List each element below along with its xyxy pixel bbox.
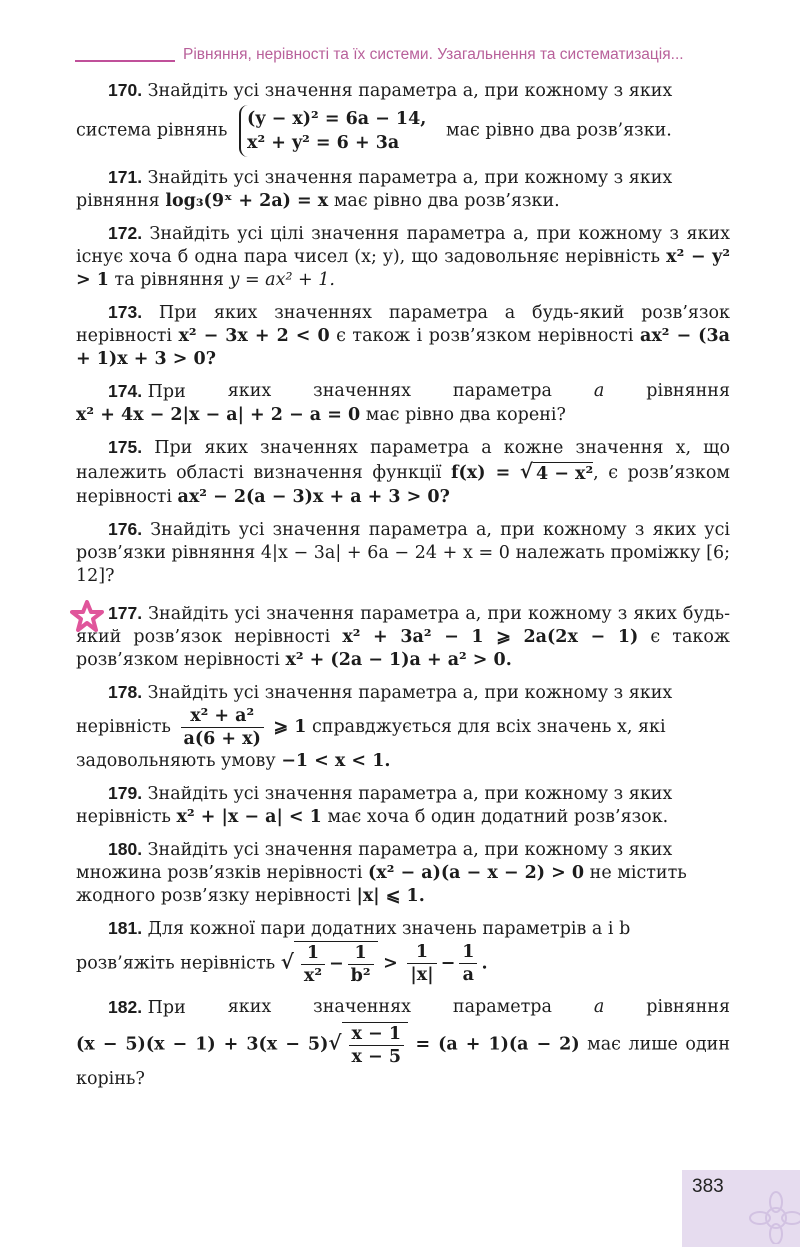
math-operator: > [383, 953, 398, 973]
problem-174 [76, 380, 730, 427]
math-expression: ⩾ 1 [273, 716, 307, 737]
problem-172 [76, 222, 730, 292]
system-equation-1: (y − x)² = 6a − 14, [247, 109, 427, 129]
fraction-denominator: |x| [410, 965, 434, 985]
problem-176 [76, 518, 730, 588]
problem-179 [76, 782, 730, 829]
problem-number: 182. [108, 996, 143, 1017]
problem-text: нерівність [76, 806, 171, 827]
problem-number: 173. [108, 302, 143, 322]
problem-lead: Для кожної пари додатних значень параметрів a і b [147, 918, 631, 939]
problem-word: рівняння [646, 996, 730, 1017]
fraction-numerator: 1 [301, 942, 325, 965]
math-expression: x² + |x − a| < 1 [176, 806, 322, 827]
flower-ornament-icon [742, 1188, 800, 1244]
radicand: 4 − x² [533, 462, 593, 486]
fraction [181, 705, 264, 750]
problem-word: параметра [452, 996, 552, 1017]
radical-sign: √ [328, 1030, 342, 1054]
math-expression: (x − 5)(x − 1) + 3(x − 5) [76, 1034, 329, 1054]
math-expression: x² − 3x + 2 < 0 [178, 326, 330, 346]
math-expression: ax² − (3a + 1)x + 3 > 0? [76, 326, 730, 369]
fraction-numerator: 1 [459, 941, 477, 964]
math-expression: log₃(9ˣ + 2a) = x [165, 191, 329, 211]
fraction-numerator: x − 1 [349, 1023, 404, 1046]
problem-number: 178. [108, 681, 143, 702]
problem-word: значеннях [313, 381, 411, 401]
problem-177 [76, 602, 730, 672]
problem-list [76, 79, 730, 1100]
problem-word: яких [227, 381, 272, 401]
problem-lead: Знайдіть усі значення параметра a, при кожному з яких [147, 839, 673, 860]
problem-text: є також розв’язком нерівності [76, 626, 730, 670]
math-expression: x² + (2a − 1)a + a² > 0. [285, 649, 512, 670]
radicand [342, 1022, 408, 1068]
radical-sign: √ [519, 459, 533, 483]
fraction [459, 941, 477, 986]
problem-number: 172. [108, 223, 143, 243]
fraction-numerator: 1 [407, 941, 436, 964]
math-expression: |x| ⩽ 1. [356, 885, 425, 906]
problem-text: Знайдіть усі значення параметра a, при кожному з яких усі розв’язки рівняння 4|x − 3a| + 6a − 24 + x = 0 належать проміжку [6; 12]? [76, 519, 730, 586]
math-expression: = (a + 1)(a − 2) [415, 1034, 580, 1054]
problem-number: 174. [108, 381, 143, 401]
problem-word: яких [227, 996, 272, 1017]
problem-word: параметра [452, 381, 552, 401]
problem-text: При яких значеннях параметра a кожне значення x, що належить області визначення функції [76, 438, 730, 483]
problem-text: не містить [589, 862, 687, 883]
problem-word: При [147, 382, 186, 402]
radicand [294, 941, 378, 987]
problem-number: 179. [108, 782, 143, 803]
fraction [348, 942, 374, 987]
math-expression: x² − y² > 1 [76, 247, 730, 290]
fraction-numerator: x² + a² [181, 705, 264, 728]
problem-text: нерівність [76, 716, 171, 737]
problem-text: є також і розв’язком нерівності [336, 326, 634, 346]
math-expression: x² + 4x − 2|x − a| + 2 − a = 0 [76, 405, 361, 425]
fraction [407, 941, 436, 986]
problem-text: розв’яжіть нерівність [76, 953, 276, 973]
math-expression: −1 < x < 1. [281, 750, 391, 771]
problem-text: рівняння [76, 191, 160, 211]
math-operator: . [481, 953, 488, 973]
problem-number: 170. [108, 80, 143, 100]
problem-text: та рівняння [114, 270, 224, 290]
problem-text: система рівнянь [76, 120, 228, 141]
problem-word: При [147, 997, 186, 1018]
fraction [301, 942, 325, 987]
math-expression: f(x) = [450, 463, 511, 483]
problem-171 [76, 166, 730, 213]
math-expression: x² + 3a² − 1 ⩾ 2a(2x − 1) [342, 626, 639, 647]
problem-175 [76, 436, 730, 509]
fraction-denominator: a(6 + x) [183, 728, 261, 749]
fraction-denominator: x − 5 [351, 1046, 401, 1067]
problem-text: При яких значеннях параметра a будь-який розв’язок нерівності [76, 303, 730, 346]
problem-number: 175. [108, 437, 143, 457]
fraction-denominator: x² [303, 965, 322, 986]
math-expression: y = ax² + 1. [229, 270, 335, 290]
system-equation-2: x² + y² = 6 + 3a [247, 133, 400, 153]
problem-181 [76, 917, 730, 987]
math-operator: − [329, 953, 344, 974]
star-icon [70, 600, 104, 634]
problem-text: Знайдіть усі цілі значення параметра a, при кожному з яких існує хоча б одна пара чисел (x; y), що задовольняє нерівність [76, 224, 730, 267]
problem-text: має рівно два розв’язки. [333, 191, 560, 211]
problem-lead: Знайдіть усі значення параметра a, при кожному з яких [147, 81, 673, 101]
problem-number: 177. [108, 602, 143, 623]
header-rule [75, 60, 175, 62]
equation-system [239, 105, 432, 157]
problem-word: рівняння [646, 381, 730, 401]
fraction [349, 1023, 404, 1068]
problem-182 [76, 996, 730, 1091]
problem-178 [76, 681, 730, 773]
problem-text: задовольняють умову [76, 750, 276, 771]
problem-text: має рівно два корені? [365, 405, 566, 425]
math-expression: ax² − 2(a − 3)x + a + 3 > 0? [177, 486, 450, 507]
problem-text: , є розв’язком нерівності [76, 463, 730, 507]
problem-170 [76, 79, 730, 157]
problem-text: має лише один корінь? [76, 1034, 730, 1089]
problem-word: a [593, 381, 605, 401]
problem-text: має рівно два розв’язки. [445, 120, 672, 141]
math-operator: − [440, 953, 456, 973]
problem-lead: Знайдіть усі значення параметра a, при кожному з яких [147, 168, 673, 188]
problem-number: 176. [108, 518, 143, 539]
problem-number: 180. [108, 838, 143, 859]
problem-number: 181. [108, 917, 143, 938]
problem-word: a [593, 996, 605, 1017]
fraction-numerator: 1 [348, 942, 374, 965]
problem-word: значеннях [313, 996, 411, 1017]
problem-text: справджується для всіх значень x, які [311, 716, 666, 737]
problem-text: має хоча б один додатний розв’язок. [327, 806, 669, 827]
problem-number: 171. [108, 167, 143, 187]
problem-180 [76, 838, 730, 908]
problem-text: множина розв’язків нерівності [76, 862, 363, 883]
problem-lead: Знайдіть усі значення параметра a, при кожному з яких [147, 682, 673, 703]
problem-173 [76, 301, 730, 371]
problem-lead: Знайдіть усі значення параметра a, при кожному з яких [147, 783, 673, 804]
problem-text: жодного розв’язку нерівності [76, 885, 351, 906]
page-number: 383 [692, 1176, 724, 1197]
running-header: Рівняння, нерівності та їх системи. Узагальнення та систематизація... [183, 46, 684, 63]
problem-text: Знайдіть усі значення параметра a, при кожному з яких будь-який розв’язок нерівності [76, 603, 730, 647]
math-expression: (x² − a)(a − x − 2) > 0 [368, 862, 585, 883]
radical-sign: √ [280, 949, 294, 973]
fraction-denominator: a [462, 965, 475, 985]
fraction-denominator: b² [350, 965, 371, 986]
